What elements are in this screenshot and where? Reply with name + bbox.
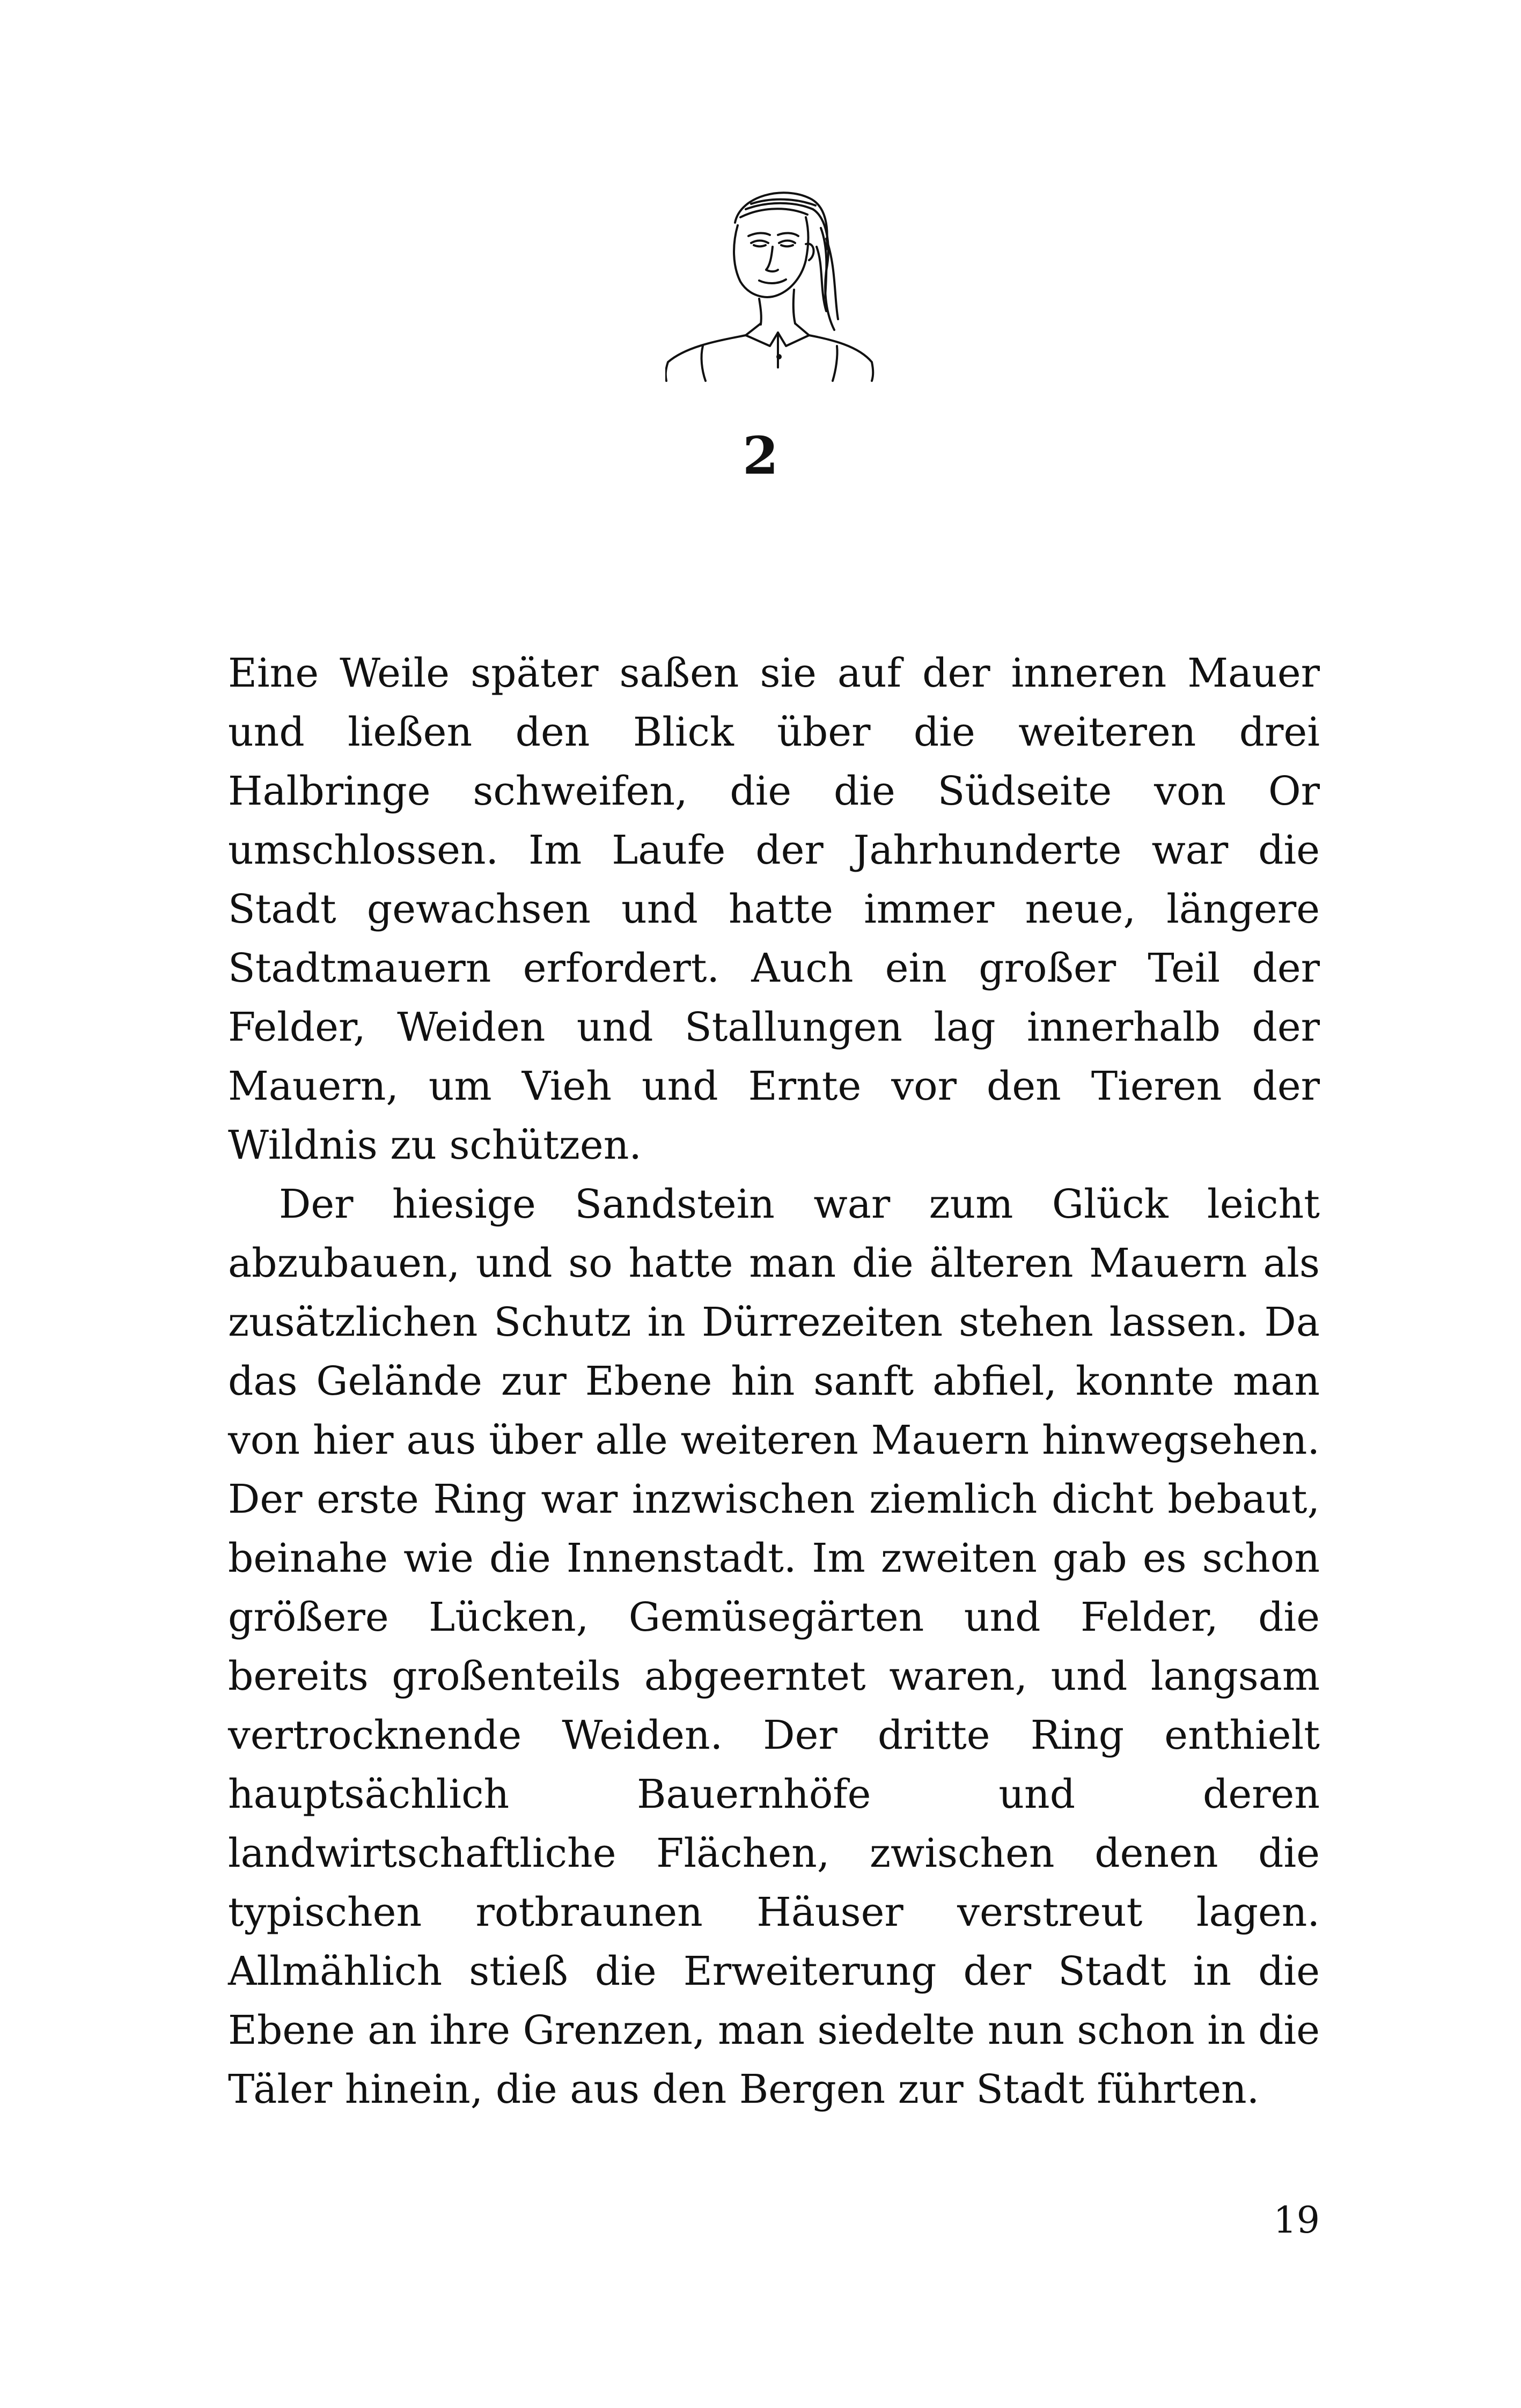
paragraph: Eine Weile später saßen sie auf der inneren Mauer und ließen den Blick über die weiteren drei Halbringe schweifen, die die Südseite von Or umschlossen. Im Laufe der Jahrhunderte war die Stadt gewachsen und hatte immer neue, längere Stadtmauern erfordert. Auch ein großer Teil der Felder, Weiden und Stallungen lag innerhalb der Mauern, um Vieh und Ernte vor den Tieren der Wildnis zu schützen. <box>228 650 1320 1168</box>
page-number: 19 <box>1273 2199 1320 2242</box>
character-portrait-illustration <box>665 185 875 384</box>
chapter-body <box>228 644 1320 2119</box>
paragraph: Der hiesige Sandstein war zum Glück leicht abzubauen, und so hatte man die älteren Mauern als zusätzlichen Schutz in Dürrezeiten stehen lassen. Da das Gelände zur Ebene hin sanft abfiel, konnte man von hier aus über alle weiteren Mauern hinwegsehen. Der erste Ring war inzwischen ziemlich dicht bebaut, beinahe wie die Innenstadt. Im zweiten gab es schon größere Lücken, Gemüsegärten und Felder, die bereits großenteils abgeerntet waren, und langsam vertrocknende Weiden. Der dritte Ring enthielt hauptsächlich Bauernhöfe und deren landwirtschaftliche Flächen, zwischen denen die typischen rotbraunen Häuser verstreut lagen. Allmählich stieß die Erweiterung der Stadt in die Ebene an ihre Grenzen, man siedelte nun schon in die Täler hinein, die aus den Bergen zur Stadt führten. <box>228 1181 1320 2112</box>
chapter-number: 2 <box>743 425 778 486</box>
